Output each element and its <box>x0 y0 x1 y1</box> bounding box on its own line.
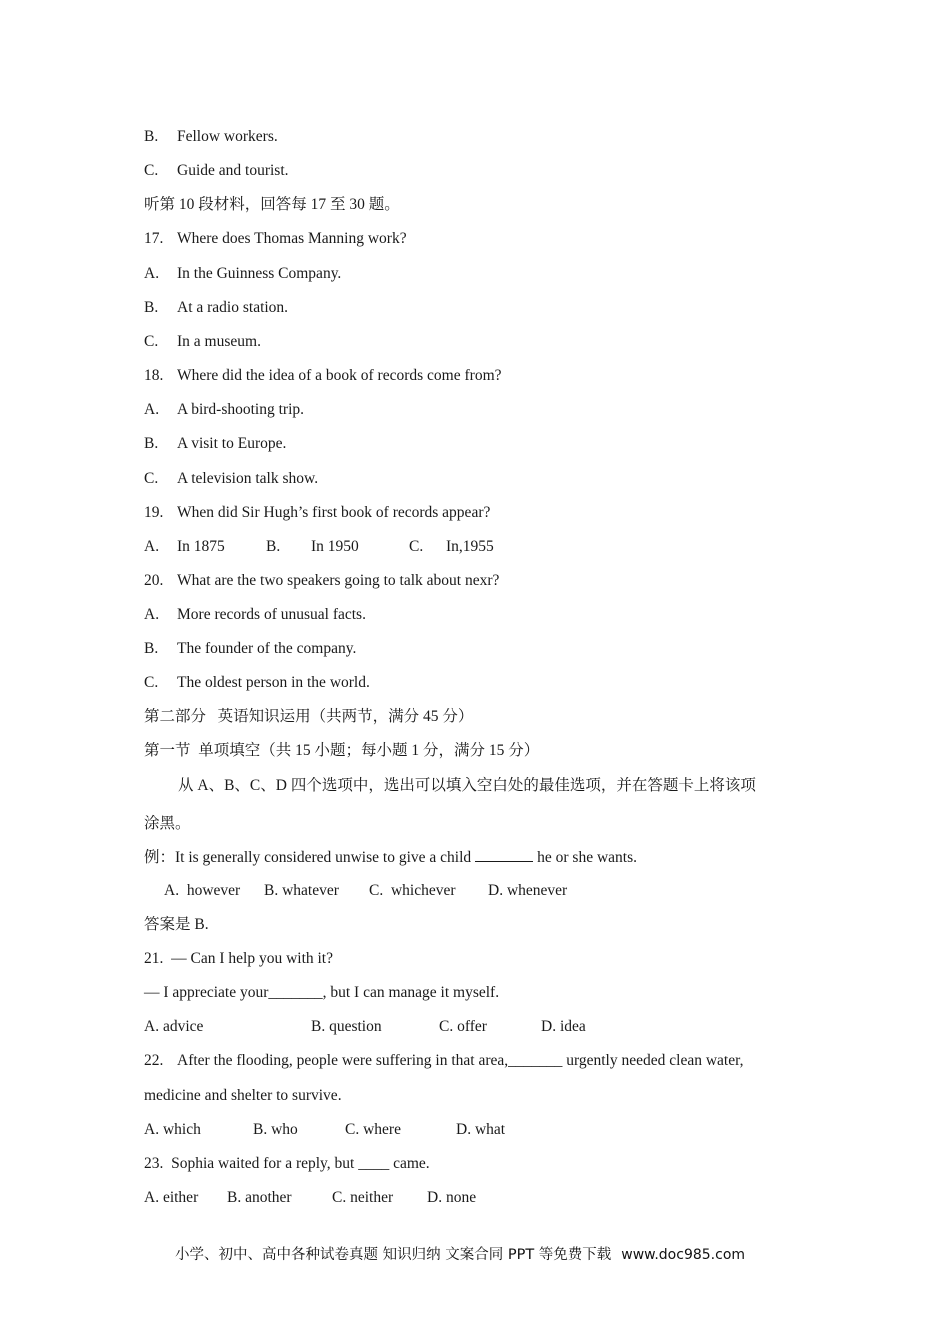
question-text: What are the two speakers going to talk about nexr? <box>177 572 500 589</box>
page-footer <box>175 1243 745 1264</box>
option-label: A. <box>144 265 160 282</box>
option-label: B. <box>144 128 159 145</box>
question-line <box>144 1051 744 1071</box>
option-line <box>144 639 356 659</box>
question-line <box>144 229 407 249</box>
option-text: In,1955 <box>446 538 494 555</box>
footer-url[interactable]: www.doc985.com <box>621 1247 746 1263</box>
section-heading: 第一节 单项填空（共 15 小题；每小题 1 分，满分 15 分） <box>144 742 540 759</box>
question-number: 18. <box>144 367 164 384</box>
example-suffix: he or she wants. <box>537 849 638 866</box>
part-heading: 第二部分 英语知识运用（共两节，满分 45 分） <box>144 708 474 725</box>
option-line <box>144 605 366 625</box>
option-label: B. <box>144 435 159 452</box>
answer-blank <box>475 847 533 862</box>
option-row <box>144 1120 505 1140</box>
option-text: The oldest person in the world. <box>177 674 370 691</box>
option-text: C. offer <box>439 1018 487 1035</box>
question-line: 23. Sophia waited for a reply, but ____ came. <box>144 1155 430 1172</box>
option-text: More records of unusual facts. <box>177 606 366 623</box>
option-label: C. <box>144 162 159 179</box>
option-line <box>144 434 286 454</box>
option-text: Fellow workers. <box>177 128 278 145</box>
dialogue-line: — I appreciate your_______, but I can manage it myself. <box>144 984 500 1001</box>
option-text: In 1875 <box>177 538 225 555</box>
option-line <box>144 264 341 284</box>
question-text: Where did the idea of a book of records come from? <box>177 367 502 384</box>
option-text: D. idea <box>541 1018 586 1035</box>
option-label: C. <box>409 538 424 555</box>
question-line <box>144 503 490 523</box>
option-text: A television talk show. <box>177 470 319 487</box>
option-text: C. neither <box>332 1189 394 1206</box>
option-text: A bird-shooting trip. <box>177 401 305 418</box>
option-text: The founder of the company. <box>177 640 357 657</box>
option-text: D. what <box>456 1121 506 1138</box>
question-text: When did Sir Hugh’s first book of records appear? <box>177 504 491 521</box>
option-line <box>144 673 370 693</box>
option-text: D. whenever <box>488 882 568 899</box>
question-line <box>144 366 502 386</box>
option-text: At a radio station. <box>177 299 289 316</box>
option-line <box>144 400 304 420</box>
option-text: A. which <box>144 1121 201 1138</box>
option-text: Guide and tourist. <box>177 162 289 179</box>
question-line-continued: medicine and shelter to survive. <box>144 1087 342 1104</box>
option-label: A. <box>144 606 160 623</box>
question-line: 21. — Can I help you with it? <box>144 950 333 967</box>
instruction-text: 涂黑。 <box>144 815 191 832</box>
example-question <box>144 847 637 868</box>
option-label: A. <box>144 538 160 555</box>
option-text: B. whatever <box>264 882 339 899</box>
question-number: 22. <box>144 1052 164 1069</box>
option-line <box>144 161 289 181</box>
option-row <box>144 1188 476 1208</box>
question-line <box>144 571 499 591</box>
option-label: C. <box>144 674 159 691</box>
question-number: 19. <box>144 504 164 521</box>
option-label: B. <box>266 538 281 555</box>
option-line <box>144 298 288 318</box>
option-label: B. <box>144 640 159 657</box>
option-label: C. <box>144 470 159 487</box>
question-text: Where does Thomas Manning work? <box>177 230 407 247</box>
question-text: After the flooding, people were suffering in that area,_______ urgently needed clean water, <box>177 1052 744 1069</box>
option-text: B. another <box>227 1189 292 1206</box>
option-text: C. where <box>345 1121 401 1138</box>
option-text: A visit to Europe. <box>177 435 287 452</box>
option-text: In the Guinness Company. <box>177 265 342 282</box>
option-line <box>144 332 261 352</box>
section-instruction: 听第 10 段材料，回答每 17 至 30 题。 <box>144 196 400 213</box>
option-text: B. question <box>311 1018 382 1035</box>
question-number: 20. <box>144 572 164 589</box>
option-text: In a museum. <box>177 333 261 350</box>
footer-text: 小学、初中、高中各种试卷真题 知识归纳 文案合同 PPT 等免费下载 <box>175 1247 612 1263</box>
option-label: C. <box>144 333 159 350</box>
question-number: 17. <box>144 230 164 247</box>
option-text: D. none <box>427 1189 477 1206</box>
option-text: C. whichever <box>369 882 456 899</box>
instruction-text: 从 A、B、C、D 四个选项中，选出可以填入空白处的最佳选项，并在答题卡上将该项 <box>178 777 756 794</box>
option-text: B. who <box>253 1121 298 1138</box>
option-text: A. either <box>144 1189 199 1206</box>
option-label: B. <box>144 299 159 316</box>
option-line <box>144 469 318 489</box>
option-text: In 1950 <box>311 538 359 555</box>
option-label: A. <box>144 401 160 418</box>
option-line <box>144 127 278 147</box>
option-row <box>144 1017 586 1037</box>
option-row <box>144 537 494 557</box>
answer-line: 答案是 B. <box>144 916 209 933</box>
option-text: A. however <box>164 882 241 899</box>
example-options <box>164 881 567 901</box>
option-text: A. advice <box>144 1018 204 1035</box>
example-prefix: 例：It is generally considered unwise to give a child <box>144 849 472 866</box>
